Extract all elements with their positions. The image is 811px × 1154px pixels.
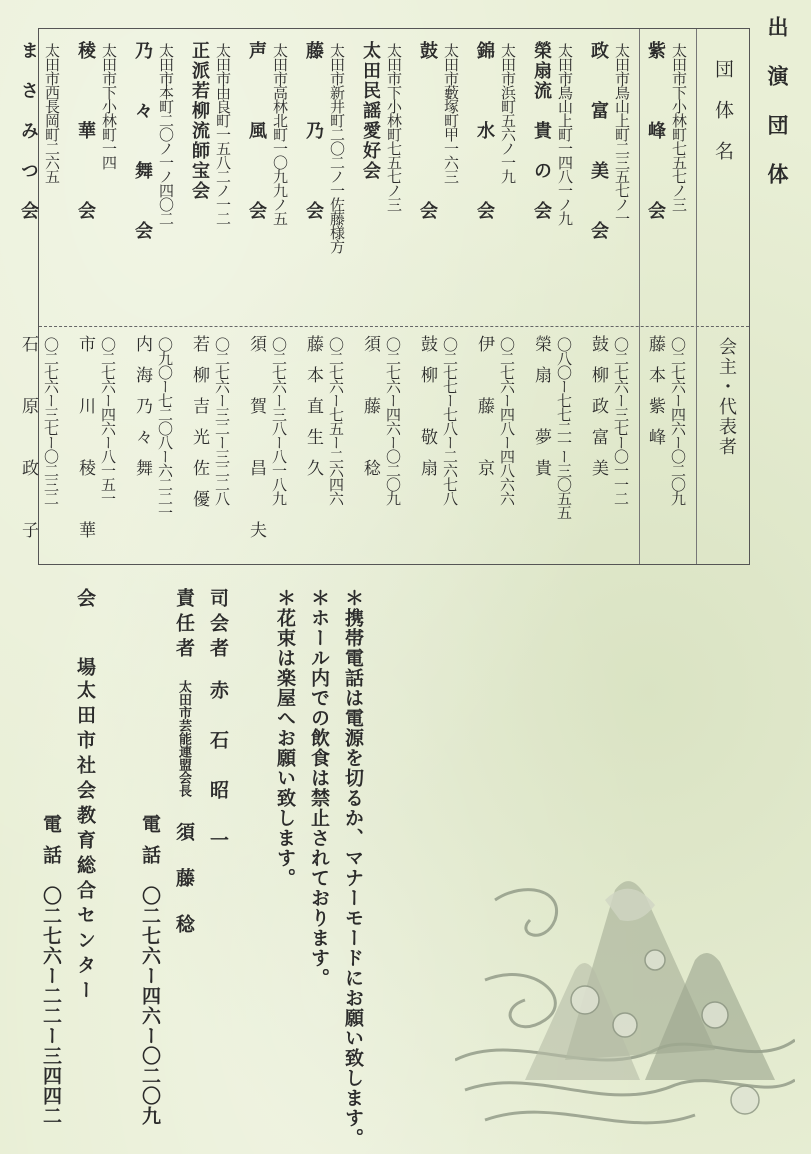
group-name: 乃 々 舞 会: [132, 41, 153, 241]
group-address: 太田市下小林町七五七ノ三: [670, 43, 688, 211]
mc-name: 赤 石 昭 一: [207, 680, 229, 855]
group-phone: 〇九〇ー七二〇八ー六二二一: [156, 337, 174, 519]
performer-table: [18, 28, 750, 565]
venue-name: 太田市社会教育総合センター: [74, 680, 96, 1005]
group-phone: 〇二七七ー七八ー二六七八: [441, 337, 459, 505]
group-phone: 〇二七六ー三七ー〇一一二: [612, 337, 630, 505]
group-address: 太田市高林北町一〇九九ノ五: [271, 43, 289, 225]
group-name: 藤 乃 会: [303, 41, 324, 221]
group-address: 太田市鳥山上町一四八一ノ九: [556, 43, 574, 225]
table-row: [183, 29, 240, 564]
group-phone: 〇二七六ー四八ー四八六六: [498, 337, 516, 505]
group-representative: 鼓柳政富美: [588, 335, 608, 490]
table-row: [297, 29, 354, 564]
group-name: ま さ み つ 会: [18, 41, 39, 221]
table-row: [582, 29, 639, 564]
group-phone: 〇二七六ー三八ー八一八九: [270, 337, 288, 505]
group-address: 太田市新井町二〇二ノ一佐藤様方: [328, 43, 346, 253]
group-phone: 〇二七六ー四六ー〇二〇九: [384, 337, 402, 505]
note-phone: ＊携帯電話は電源を切るか、マナーモードにお願い致します。: [342, 588, 364, 1148]
group-address: 太田市下小林町一四: [100, 43, 118, 169]
header-group-name: 団体名: [712, 59, 734, 182]
venue-tel-label: 電話: [40, 814, 62, 876]
group-representative: 藤本直生久: [303, 335, 323, 490]
responsible-label: 責任者: [173, 588, 195, 663]
table-row: [126, 29, 183, 564]
group-representative: 石 原 政 子: [18, 335, 38, 552]
note-flowers: ＊花束は楽屋へお願い致します。: [274, 588, 296, 888]
responsible-name: 須 藤 稔: [173, 822, 195, 937]
group-phone: 〇二七六ー四六ー八一五一: [99, 337, 117, 505]
page-title: 出演団体: [765, 16, 790, 212]
responsible-tel-label: 電話: [139, 814, 161, 876]
table-row: [639, 29, 696, 564]
group-address: 太田市下小林町七五七ノ三: [385, 43, 403, 211]
group-name: 榮扇流 貴 の 会: [531, 41, 552, 221]
table-row: [354, 29, 411, 564]
group-address: 太田市鳥山上町二三五七ノ一: [613, 43, 631, 225]
mc-label: 司会者: [207, 588, 229, 663]
venue-label: 会 場: [74, 588, 96, 680]
responsible-tel: 〇二七六ー四六ー〇二〇九: [139, 886, 161, 1126]
group-representative: 藤本紫峰: [645, 335, 665, 459]
group-name: 鼓 会: [417, 41, 438, 221]
group-representative: 鼓柳 敬扇: [417, 335, 437, 490]
group-phone: 〇二七六ー七五ー二六四六: [327, 337, 345, 505]
group-address: 太田市藪塚町甲一六三: [442, 43, 460, 183]
group-name: 紫 峰 会: [645, 41, 666, 221]
group-representative: 須 賀 昌 夫: [246, 335, 266, 552]
group-representative: 伊 藤 京: [474, 335, 494, 490]
table-row: [411, 29, 468, 564]
mountain-stream-illustration: [455, 850, 795, 1150]
group-phone: 〇二七六ー四六ー〇二〇九: [669, 337, 687, 505]
group-name: 正派若柳流師宝会: [189, 41, 210, 201]
table-row: [69, 29, 126, 564]
group-name: 政 富 美 会: [588, 41, 609, 241]
group-representative: 内海乃々舞: [132, 335, 152, 490]
table-row: [12, 29, 69, 564]
group-address: 太田市本町二〇ノ一ノ四〇二: [157, 43, 175, 225]
header-representative: 会主・代表者: [716, 337, 737, 457]
group-representative: 榮扇 夢貴: [531, 335, 551, 490]
group-phone: 〇八〇ー七七二一ー三〇五五: [555, 337, 573, 519]
table-header-column: [696, 29, 753, 564]
table-row: [468, 29, 525, 564]
responsible-title: 太田市芸能連盟会長: [176, 680, 191, 797]
table-row: [525, 29, 582, 564]
group-name: 声 風 会: [246, 41, 267, 221]
group-address: 太田市浜町五六ノ一九: [499, 43, 517, 183]
venue-tel: 〇二七六ー二二ー三四四二: [40, 886, 62, 1126]
group-phone: 〇二七六ー三七ー〇二三二: [42, 337, 60, 505]
group-representative: 須 藤 稔: [360, 335, 380, 490]
group-address: 太田市由良町一五八二ノ一二: [214, 43, 232, 225]
group-phone: 〇二七六ー三二ー三二二八: [213, 337, 231, 505]
note-food: ＊ホール内での飲食は禁止されております。: [308, 588, 330, 988]
group-address: 太田市西長岡町二六五: [43, 43, 61, 183]
group-representative: 市 川 稜 華: [75, 335, 95, 552]
group-name: 太田民謡愛好会: [360, 41, 381, 181]
group-name: 稜 華 会: [75, 41, 96, 221]
group-representative: 若柳吉光佐優: [189, 335, 209, 521]
table-row: [240, 29, 297, 564]
group-name: 錦 水 会: [474, 41, 495, 221]
